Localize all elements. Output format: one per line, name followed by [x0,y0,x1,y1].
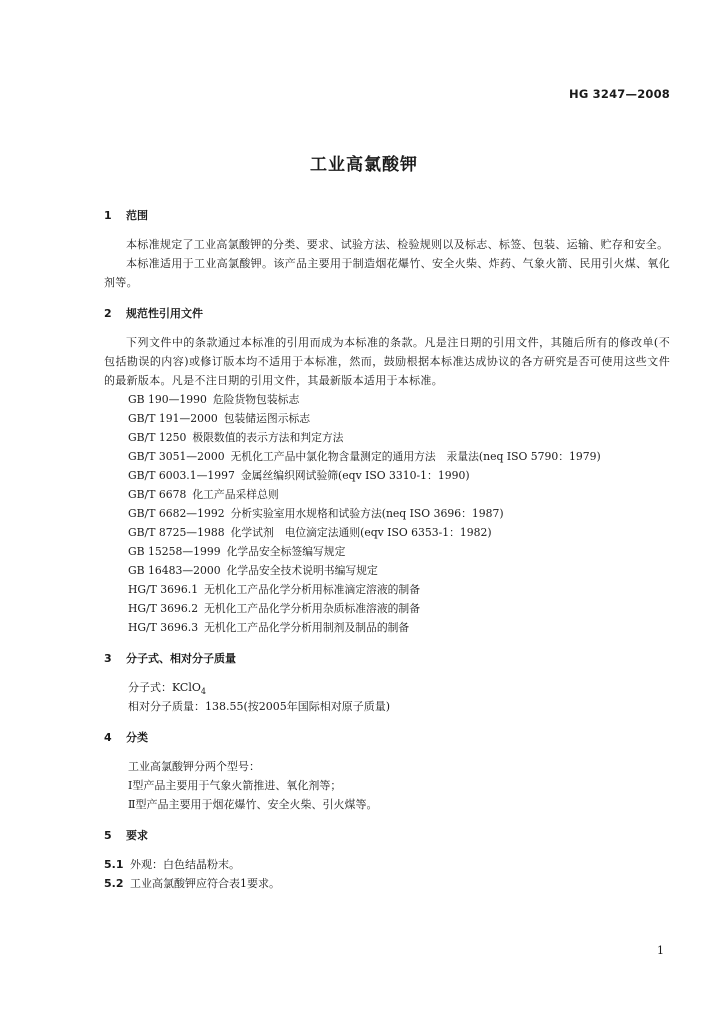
reference-code: GB/T 6682—1992 [128,507,225,520]
reference-code: GB/T 191—2000 [128,412,218,425]
reference-title: 无机化工产品化学分析用杂质标准溶液的制备 [204,602,421,615]
standard-code: HG 3247—2008 [569,87,670,101]
reference-title: 无机化工产品化学分析用标准滴定溶液的制备 [204,583,421,596]
reference-item [104,504,670,523]
reference-item [104,390,670,409]
reference-item [104,523,670,542]
classification-line: Ⅰ型产品主要用于气象火箭推进、氧化剂等； [128,779,342,792]
document-body [104,206,670,893]
requirement-item [104,855,670,874]
section-number: 1 [104,209,112,222]
section-title: 分类 [126,731,148,744]
section-title: 规范性引用文件 [126,307,203,320]
reference-code: GB/T 6678 [128,488,187,501]
reference-code: GB/T 1250 [128,431,187,444]
reference-item [104,485,670,504]
reference-code: HG/T 3696.3 [128,621,199,634]
section-heading-requirements [104,826,670,846]
classification-line: 工业高氯酸钾分两个型号： [128,760,260,773]
reference-code: HG/T 3696.1 [128,583,199,596]
reference-item [104,466,670,485]
classification-line: Ⅱ型产品主要用于烟花爆竹、安全火柴、引火煤等。 [128,798,378,811]
reference-code: GB/T 3051—2000 [128,450,225,463]
section-heading-formula [104,649,670,669]
reference-title: 分析实验室用水规格和试验方法(neq ISO 3696：1987) [230,507,504,520]
reference-title: 化学试剂 电位滴定法通则(eqv ISO 6353-1：1982) [230,526,492,539]
page-number: 1 [657,944,664,957]
reference-code: GB 15258—1999 [128,545,221,558]
reference-title: 化工产品采样总则 [192,488,279,501]
reference-title: 危险货物包装标志 [212,393,300,406]
reference-item [104,580,670,599]
paragraph: 本标准适用于工业高氯酸钾。该产品主要用于制造烟花爆竹、安全火柴、炸药、气象火箭、民用引火煤、氧化剂等。 [104,257,670,289]
reference-item [104,428,670,447]
reference-item [104,599,670,618]
clause-text: 工业高氯酸钾应符合表1要求。 [130,877,280,890]
reference-title: 化学品安全标签编写规定 [226,545,346,558]
reference-item [104,409,670,428]
molecular-mass: 相对分子质量：138.55(按2005年国际相对原子质量) [128,700,391,713]
clause-text: 外观：白色结晶粉末。 [130,858,240,871]
reference-code: HG/T 3696.2 [128,602,199,615]
reference-code: GB/T 8725—1988 [128,526,225,539]
clause-number: 5.2 [104,877,124,890]
reference-code: GB/T 6003.1—1997 [128,469,235,482]
clause-number: 5.1 [104,858,124,871]
section-number: 3 [104,652,112,665]
reference-title: 化学品安全技术说明书编写规定 [226,564,378,577]
formula-subscript: 4 [200,687,206,697]
section-heading-classification [104,728,670,748]
paragraph: 本标准规定了工业高氯酸钾的分类、要求、试验方法、检验规则以及标志、标签、包装、运输、贮存和安全。 [126,238,669,251]
section-number: 4 [104,731,112,744]
document-title: 工业高氯酸钾 [310,155,418,175]
reference-item [104,447,670,466]
section-number: 2 [104,307,112,320]
molecular-formula [104,678,670,697]
reference-list [104,390,670,637]
paragraph: 下列文件中的条款通过本标准的引用而成为本标准的条款。凡是注日期的引用文件，其随后所有的修改单(不包括勘误的内容)或修订版本均不适用于本标准，然而，鼓励根据本标准达成协议的各方研究是否可使用这些文件的最新版本。凡是不注日期的引用文件，其最新版本适用于本标准。 [104,336,670,387]
section-title: 要求 [126,829,148,842]
reference-item [104,561,670,580]
requirement-item [104,874,670,893]
section-number: 5 [104,829,112,842]
reference-title: 无机化工产品中氯化物含量测定的通用方法 汞量法(neq ISO 5790：1979) [230,450,601,463]
reference-code: GB 16483—2000 [128,564,221,577]
reference-title: 无机化工产品化学分析用制剂及制品的制备 [204,621,410,634]
section-heading-scope [104,206,670,226]
reference-title: 包装储运图示标志 [223,412,311,425]
formula-value: KClO [172,681,201,694]
section-heading-normative-references [104,304,670,324]
reference-item [104,618,670,637]
reference-item [104,542,670,561]
reference-code: GB 190—1990 [128,393,207,406]
section-title: 范围 [126,209,148,222]
reference-title: 极限数值的表示方法和判定方法 [192,431,344,444]
formula-label: 分子式： [128,681,172,694]
reference-title: 金属丝编织网试验筛(eqv ISO 3310-1：1990) [240,469,470,482]
section-title: 分子式、相对分子质量 [126,652,236,665]
